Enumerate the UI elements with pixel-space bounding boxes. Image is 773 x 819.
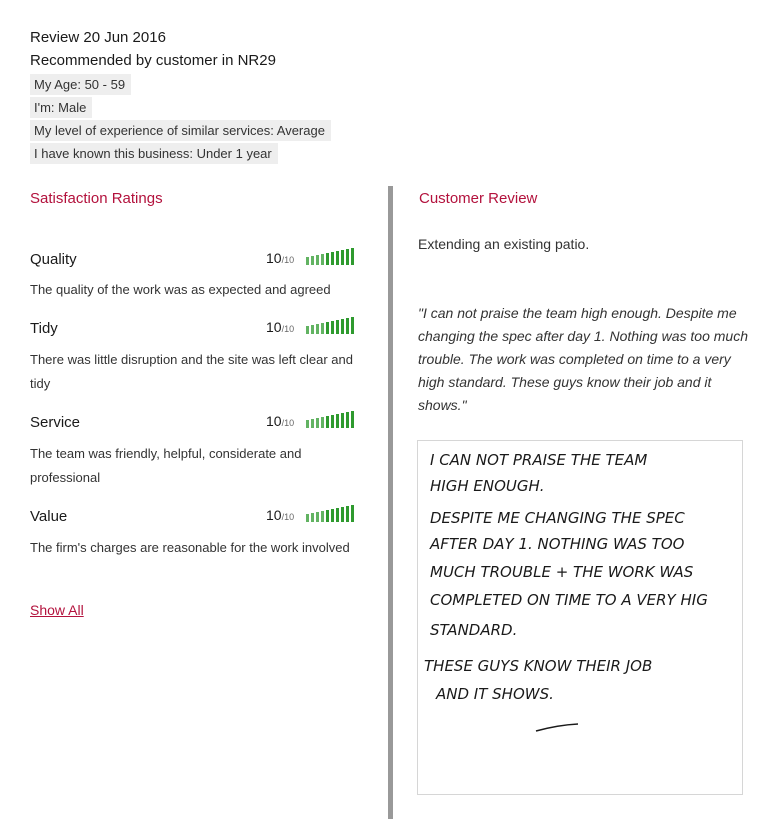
rating-bar-segment (326, 322, 329, 334)
rating-bar-segment (321, 323, 324, 334)
rating-bar-segment (326, 416, 329, 428)
handwritten-line: COMPLETED ON TIME TO A VERY HIG (430, 591, 708, 609)
rating-bar-segment (311, 325, 314, 334)
rating-name: Quality (30, 251, 77, 268)
satisfaction-ratings-title: Satisfaction Ratings (30, 190, 163, 207)
handwritten-line: AND IT SHOWS. (436, 685, 554, 703)
rating-score: 10/10 (266, 507, 295, 523)
rating-bars (306, 502, 362, 522)
rating-bar-segment (316, 512, 319, 522)
show-all-link[interactable]: Show All (30, 602, 84, 618)
rating-bars (306, 314, 362, 334)
rating-bar-segment (341, 319, 344, 334)
rating-bar-segment (346, 412, 349, 428)
rating-bar-segment (346, 318, 349, 334)
rating-bars (306, 245, 362, 265)
rating-description: The team was friendly, helpful, considerate and professional (30, 446, 302, 485)
rating-bar-segment (321, 511, 324, 522)
rating-bar-segment (331, 415, 334, 428)
tag-age: My Age: 50 - 59 (30, 74, 131, 95)
rating-bar-segment (351, 505, 354, 522)
rating-bar-segment (316, 324, 319, 334)
rating-bar-segment (351, 317, 354, 334)
handwritten-line: THESE GUYS KNOW THEIR JOB (424, 657, 653, 675)
rating-bar-segment (331, 509, 334, 522)
rating-bar-segment (306, 326, 309, 334)
customer-review-title: Customer Review (419, 190, 538, 207)
recommended-by: Recommended by customer in NR29 (30, 52, 276, 69)
review-date: Review 20 Jun 2016 (30, 29, 166, 46)
rating-bar-segment (336, 414, 339, 428)
rating-bar-segment (306, 257, 309, 265)
rating-bar-segment (346, 249, 349, 265)
tag-experience: My level of experience of similar services: Average (30, 120, 331, 141)
handwritten-line: AFTER DAY 1. NOTHING WAS TOO (430, 535, 685, 553)
rating-bar-segment (311, 513, 314, 522)
rating-bar-segment (336, 320, 339, 334)
rating-bar-segment (351, 248, 354, 265)
review-quote: "I can not praise the team high enough. Despite me changing the spec after day 1. Nothing was too much trouble. The work was completed on time to a very high standard. These guys know their job and it shows." (418, 305, 748, 413)
rating-score: 10/10 (266, 413, 295, 429)
rating-bar-segment (341, 250, 344, 265)
rating-bar-segment (316, 418, 319, 428)
handwritten-review-card (417, 440, 743, 795)
rating-bar-segment (311, 256, 314, 265)
rating-bar-segment (321, 254, 324, 265)
rating-bar-segment (331, 321, 334, 334)
review-header (30, 28, 276, 74)
rating-description: There was little disruption and the site was left clear and tidy (30, 352, 354, 391)
rating-bar-segment (341, 413, 344, 428)
rating-bar-segment (331, 252, 334, 265)
handwritten-line: HIGH ENOUGH. (430, 477, 545, 495)
tag-gender: I'm: Male (30, 97, 92, 118)
rating-bar-segment (316, 255, 319, 265)
rating-bar-segment (341, 507, 344, 522)
handwritten-review (418, 441, 742, 794)
rating-description: The quality of the work was as expected and agreed (30, 282, 331, 297)
signature-mark (536, 724, 578, 731)
rating-score: 10/10 (266, 250, 295, 266)
column-divider (388, 186, 393, 819)
rating-bar-segment (326, 510, 329, 522)
handwritten-line: I CAN NOT PRAISE THE TEAM (430, 451, 648, 469)
rating-description: The firm's charges are reasonable for the work involved (30, 540, 350, 555)
handwritten-line: STANDARD. (430, 621, 518, 639)
rating-name: Service (30, 414, 81, 431)
reviewer-tags (30, 74, 331, 166)
handwritten-line: MUCH TROUBLE + THE WORK WAS (430, 563, 694, 581)
rating-bar-segment (321, 417, 324, 428)
rating-bar-segment (351, 411, 354, 428)
rating-score: 10/10 (266, 319, 295, 335)
rating-bars (306, 408, 362, 428)
rating-bar-segment (311, 419, 314, 428)
rating-bar-segment (336, 508, 339, 522)
rating-name: Tidy (30, 320, 58, 337)
tag-known-business: I have known this business: Under 1 year (30, 143, 278, 164)
rating-bar-segment (346, 506, 349, 522)
rating-bar-segment (326, 253, 329, 265)
rating-bar-segment (336, 251, 339, 265)
rating-bar-segment (306, 420, 309, 428)
rating-name: Value (30, 508, 68, 525)
rating-bar-segment (306, 514, 309, 522)
handwritten-line: DESPITE ME CHANGING THE SPEC (430, 509, 685, 527)
review-summary: Extending an existing patio. (418, 236, 590, 252)
